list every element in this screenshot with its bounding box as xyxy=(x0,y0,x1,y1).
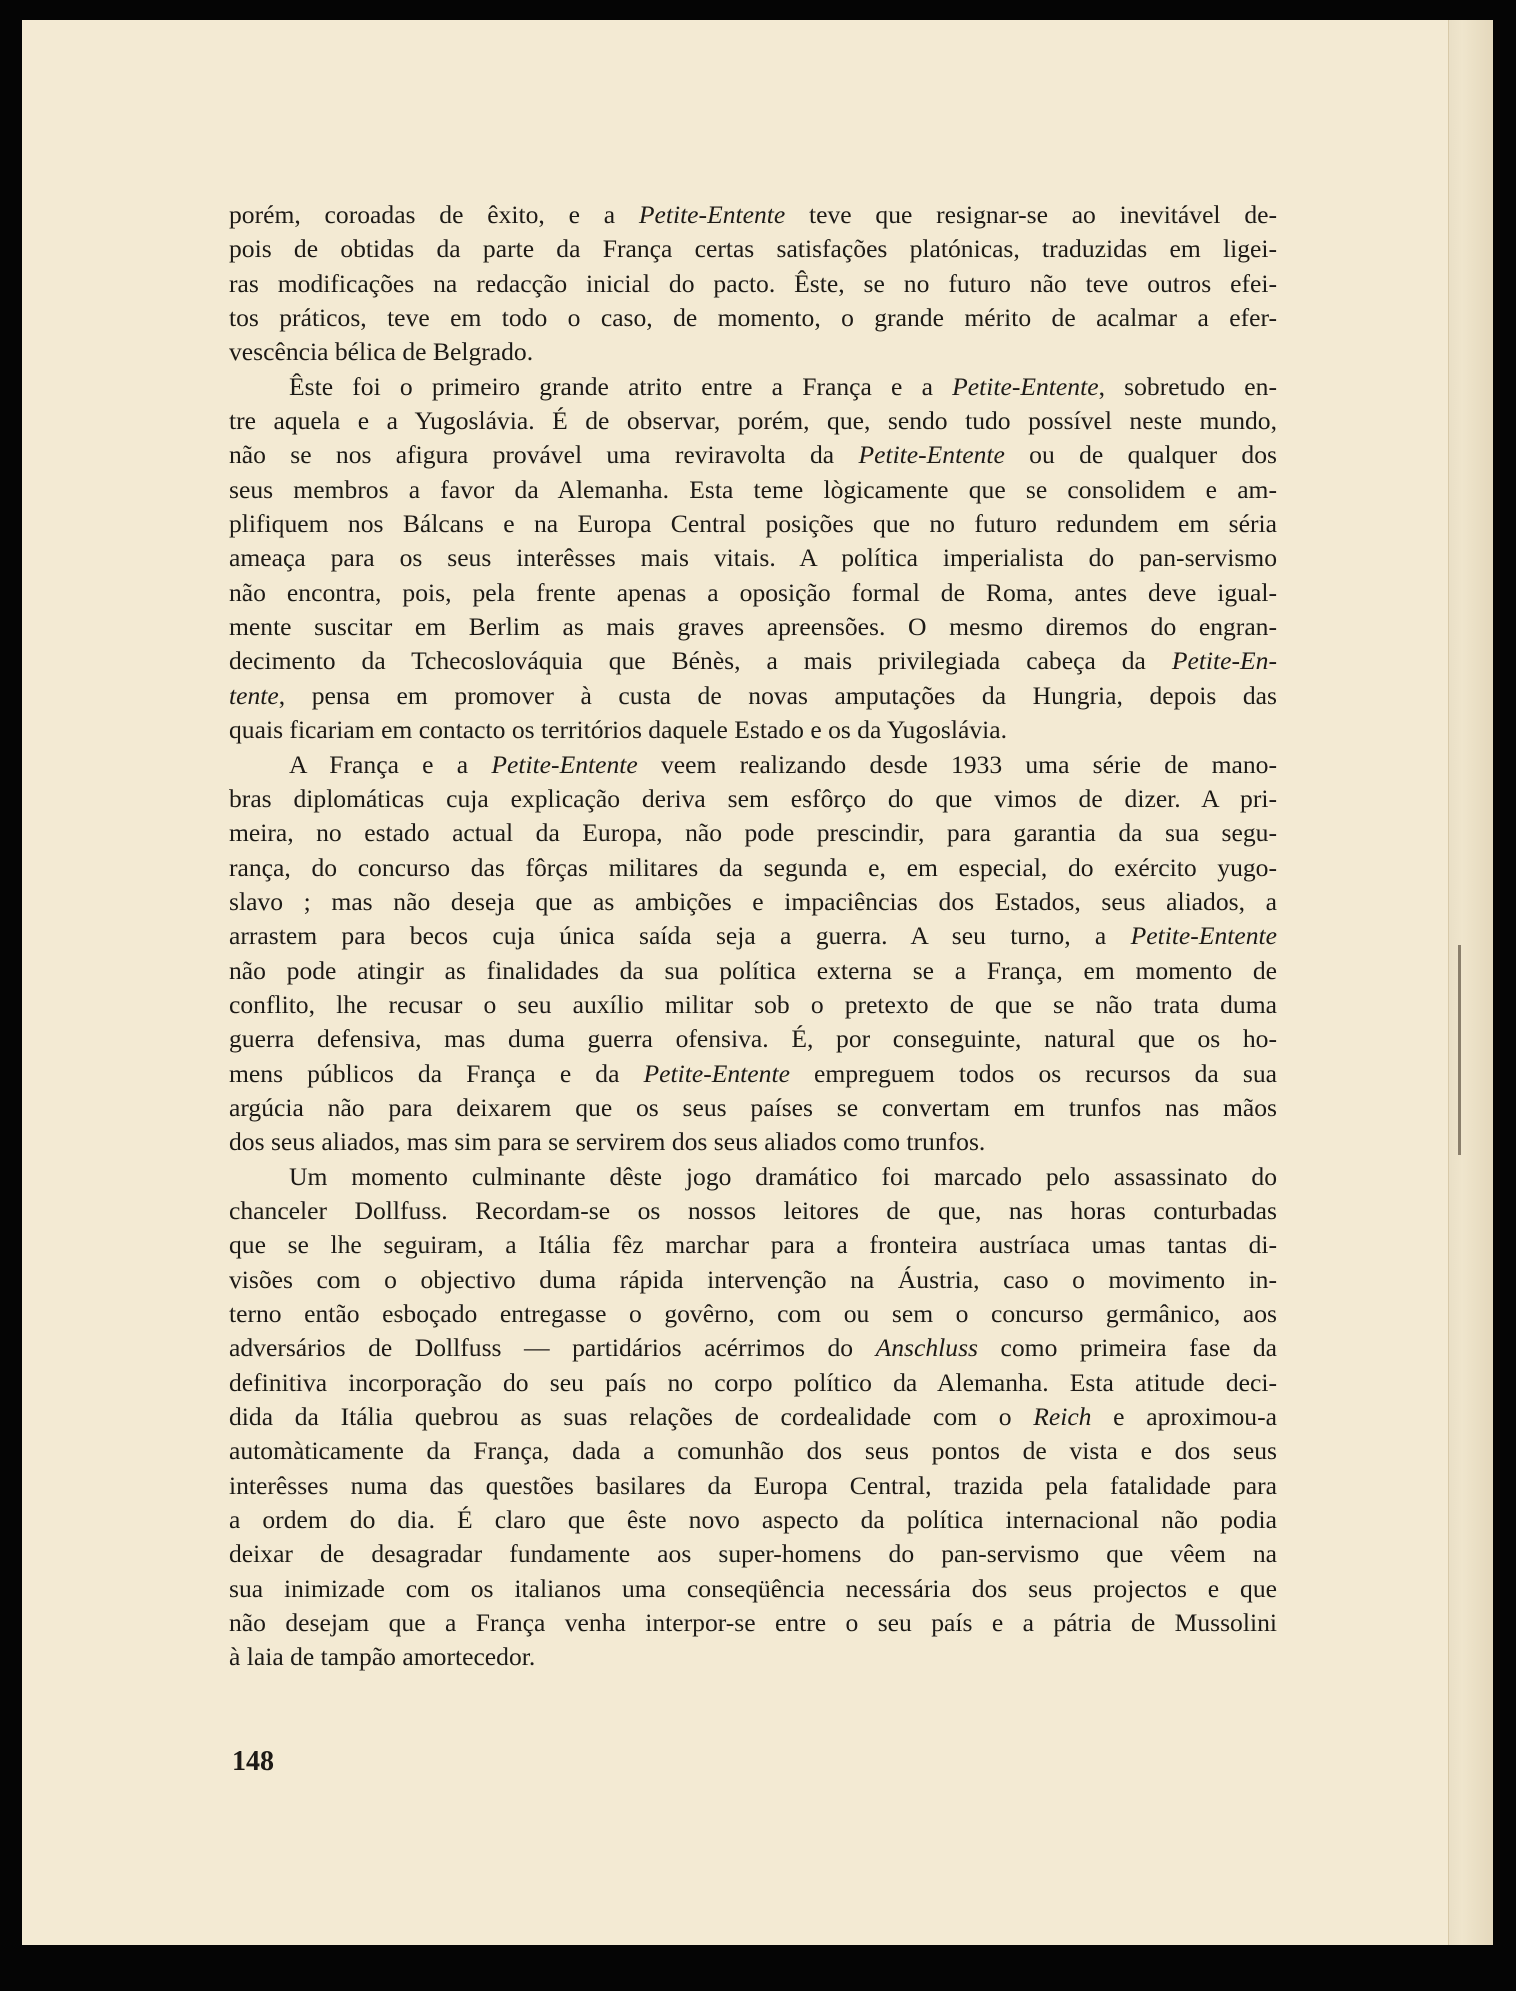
text-line: definitiva incorporação do seu país no corpo político da Alemanha. Esta atitude deci- xyxy=(229,1367,1277,1397)
text-line: não pode atingir as finalidades da sua política externa se a França, em momento de xyxy=(229,955,1277,985)
text-line: dos seus aliados, mas sim para se servirem dos seus aliados como trunfos. xyxy=(229,1127,986,1157)
text-line: ameaça para os seus interêsses mais vitais. A política imperialista do pan-servismo xyxy=(229,543,1277,573)
text-line: Um momento culminante dêste jogo dramático foi marcado pelo assassinato do xyxy=(289,1161,1277,1191)
text-line: automàticamente da França, dada a comunhão dos seus pontos de vista e dos seus xyxy=(229,1436,1277,1466)
text-line: seus membros a favor da Alemanha. Esta teme lògicamente que se consolidem e am- xyxy=(229,474,1277,504)
text-line: visões com o objectivo duma rápida intervenção na Áustria, caso o movimento in- xyxy=(229,1264,1277,1294)
next-page-edge xyxy=(1448,20,1493,1945)
text-line: meira, no estado actual da Europa, não pode prescindir, para garantia da sua segu- xyxy=(229,818,1277,848)
text-line: conflito, lhe recusar o seu auxílio militar sob o pretexto de que se não trata duma xyxy=(229,989,1277,1019)
text-line: slavo ; mas não deseja que as ambições e impaciências dos Estados, seus aliados, a xyxy=(229,886,1277,916)
text-line: bras diplomáticas cuja explicação deriva sem esfôrço do que vimos de dizer. A pri- xyxy=(229,783,1277,813)
text-line: dida da Itália quebrou as suas relações de cordealidade com o Reich e aproximou-a xyxy=(229,1402,1277,1432)
text-line: não se nos afigura provável uma reviravolta da Petite-Entente ou de qualquer dos xyxy=(229,440,1277,470)
body-text xyxy=(229,198,1277,1675)
text-line: que se lhe seguiram, a Itália fêz marchar para a fronteira austríaca umas tantas di- xyxy=(229,1230,1277,1260)
text-line: tente, pensa em promover à custa de novas amputações da Hungria, depois das xyxy=(229,680,1277,710)
text-line: plifiquem nos Bálcans e na Europa Central posições que no futuro redundem em séria xyxy=(229,509,1277,539)
text-line: chanceler Dollfuss. Recordam-se os nossos leitores de que, nas horas conturbadas xyxy=(229,1195,1277,1225)
text-line: à laia de tampão amortecedor. xyxy=(229,1642,536,1672)
text-line: A França e a Petite-Entente veem realizando desde 1933 uma série de mano- xyxy=(289,749,1277,779)
text-line: decimento da Tchecoslováquia que Bénès, a mais privilegiada cabeça da Petite-En- xyxy=(229,646,1277,676)
text-line: ras modificações na redacção inicial do pacto. Êste, se no futuro não teve outros efei- xyxy=(229,268,1277,298)
text-line: quais ficariam em contacto os territórios daquele Estado e os da Yugoslávia. xyxy=(229,715,1007,745)
text-line: rança, do concurso das fôrças militares da segunda e, em especial, do exército yugo- xyxy=(229,852,1277,882)
scan-mark xyxy=(1458,945,1461,1155)
text-line: vescência bélica de Belgrado. xyxy=(229,337,534,367)
text-line: guerra defensiva, mas duma guerra ofensiva. É, por conseguinte, natural que os ho- xyxy=(229,1024,1277,1054)
text-line: não desejam que a França venha interpor-se entre o seu país e a pátria de Mussolini xyxy=(229,1608,1277,1638)
text-line: mente suscitar em Berlim as mais graves apreensões. O mesmo diremos do engran- xyxy=(229,612,1277,642)
text-line: mens públicos da França e da Petite-Entente empreguem todos os recursos da sua xyxy=(229,1058,1277,1088)
text-line: tre aquela e a Yugoslávia. É de observar, porém, que, sendo tudo possível neste mundo, xyxy=(229,406,1277,436)
text-line: tos práticos, teve em todo o caso, de momento, o grande mérito de acalmar a efer- xyxy=(229,303,1277,333)
text-line: Êste foi o primeiro grande atrito entre a França e a Petite-Entente, sobretudo en- xyxy=(289,371,1277,401)
text-line: interêsses numa das questões basilares da Europa Central, trazida pela fatalidade para xyxy=(229,1470,1277,1500)
text-line: argúcia não para deixarem que os seus países se convertam em trunfos nas mãos xyxy=(229,1092,1277,1122)
text-line: não encontra, pois, pela frente apenas a oposição formal de Roma, antes deve igual- xyxy=(229,577,1277,607)
text-line: porém, coroadas de êxito, e a Petite-Entente teve que resignar-se ao inevitável de- xyxy=(229,200,1278,229)
text-line: sua inimizade com os italianos uma conseqüência necessária dos seus projectos e que xyxy=(229,1573,1277,1603)
text-line: a ordem do dia. É claro que êste novo aspecto da política internacional não podia xyxy=(229,1505,1277,1535)
text-line: deixar de desagradar fundamente aos super-homens do pan-servismo que vêem na xyxy=(229,1539,1277,1569)
text-line: pois de obtidas da parte da França certas satisfações platónicas, traduzidas em ligei- xyxy=(229,234,1277,264)
text-line: terno então esboçado entregasse o govêrno, com ou sem o concurso germânico, aos xyxy=(229,1299,1277,1328)
text-line: adversários de Dollfuss — partidários acérrimos do Anschluss como primeira fase da xyxy=(229,1333,1277,1363)
page-number: 148 xyxy=(232,1746,274,1777)
text-line: arrastem para becos cuja única saída seja a guerra. A seu turno, a Petite-Entente xyxy=(229,921,1277,951)
